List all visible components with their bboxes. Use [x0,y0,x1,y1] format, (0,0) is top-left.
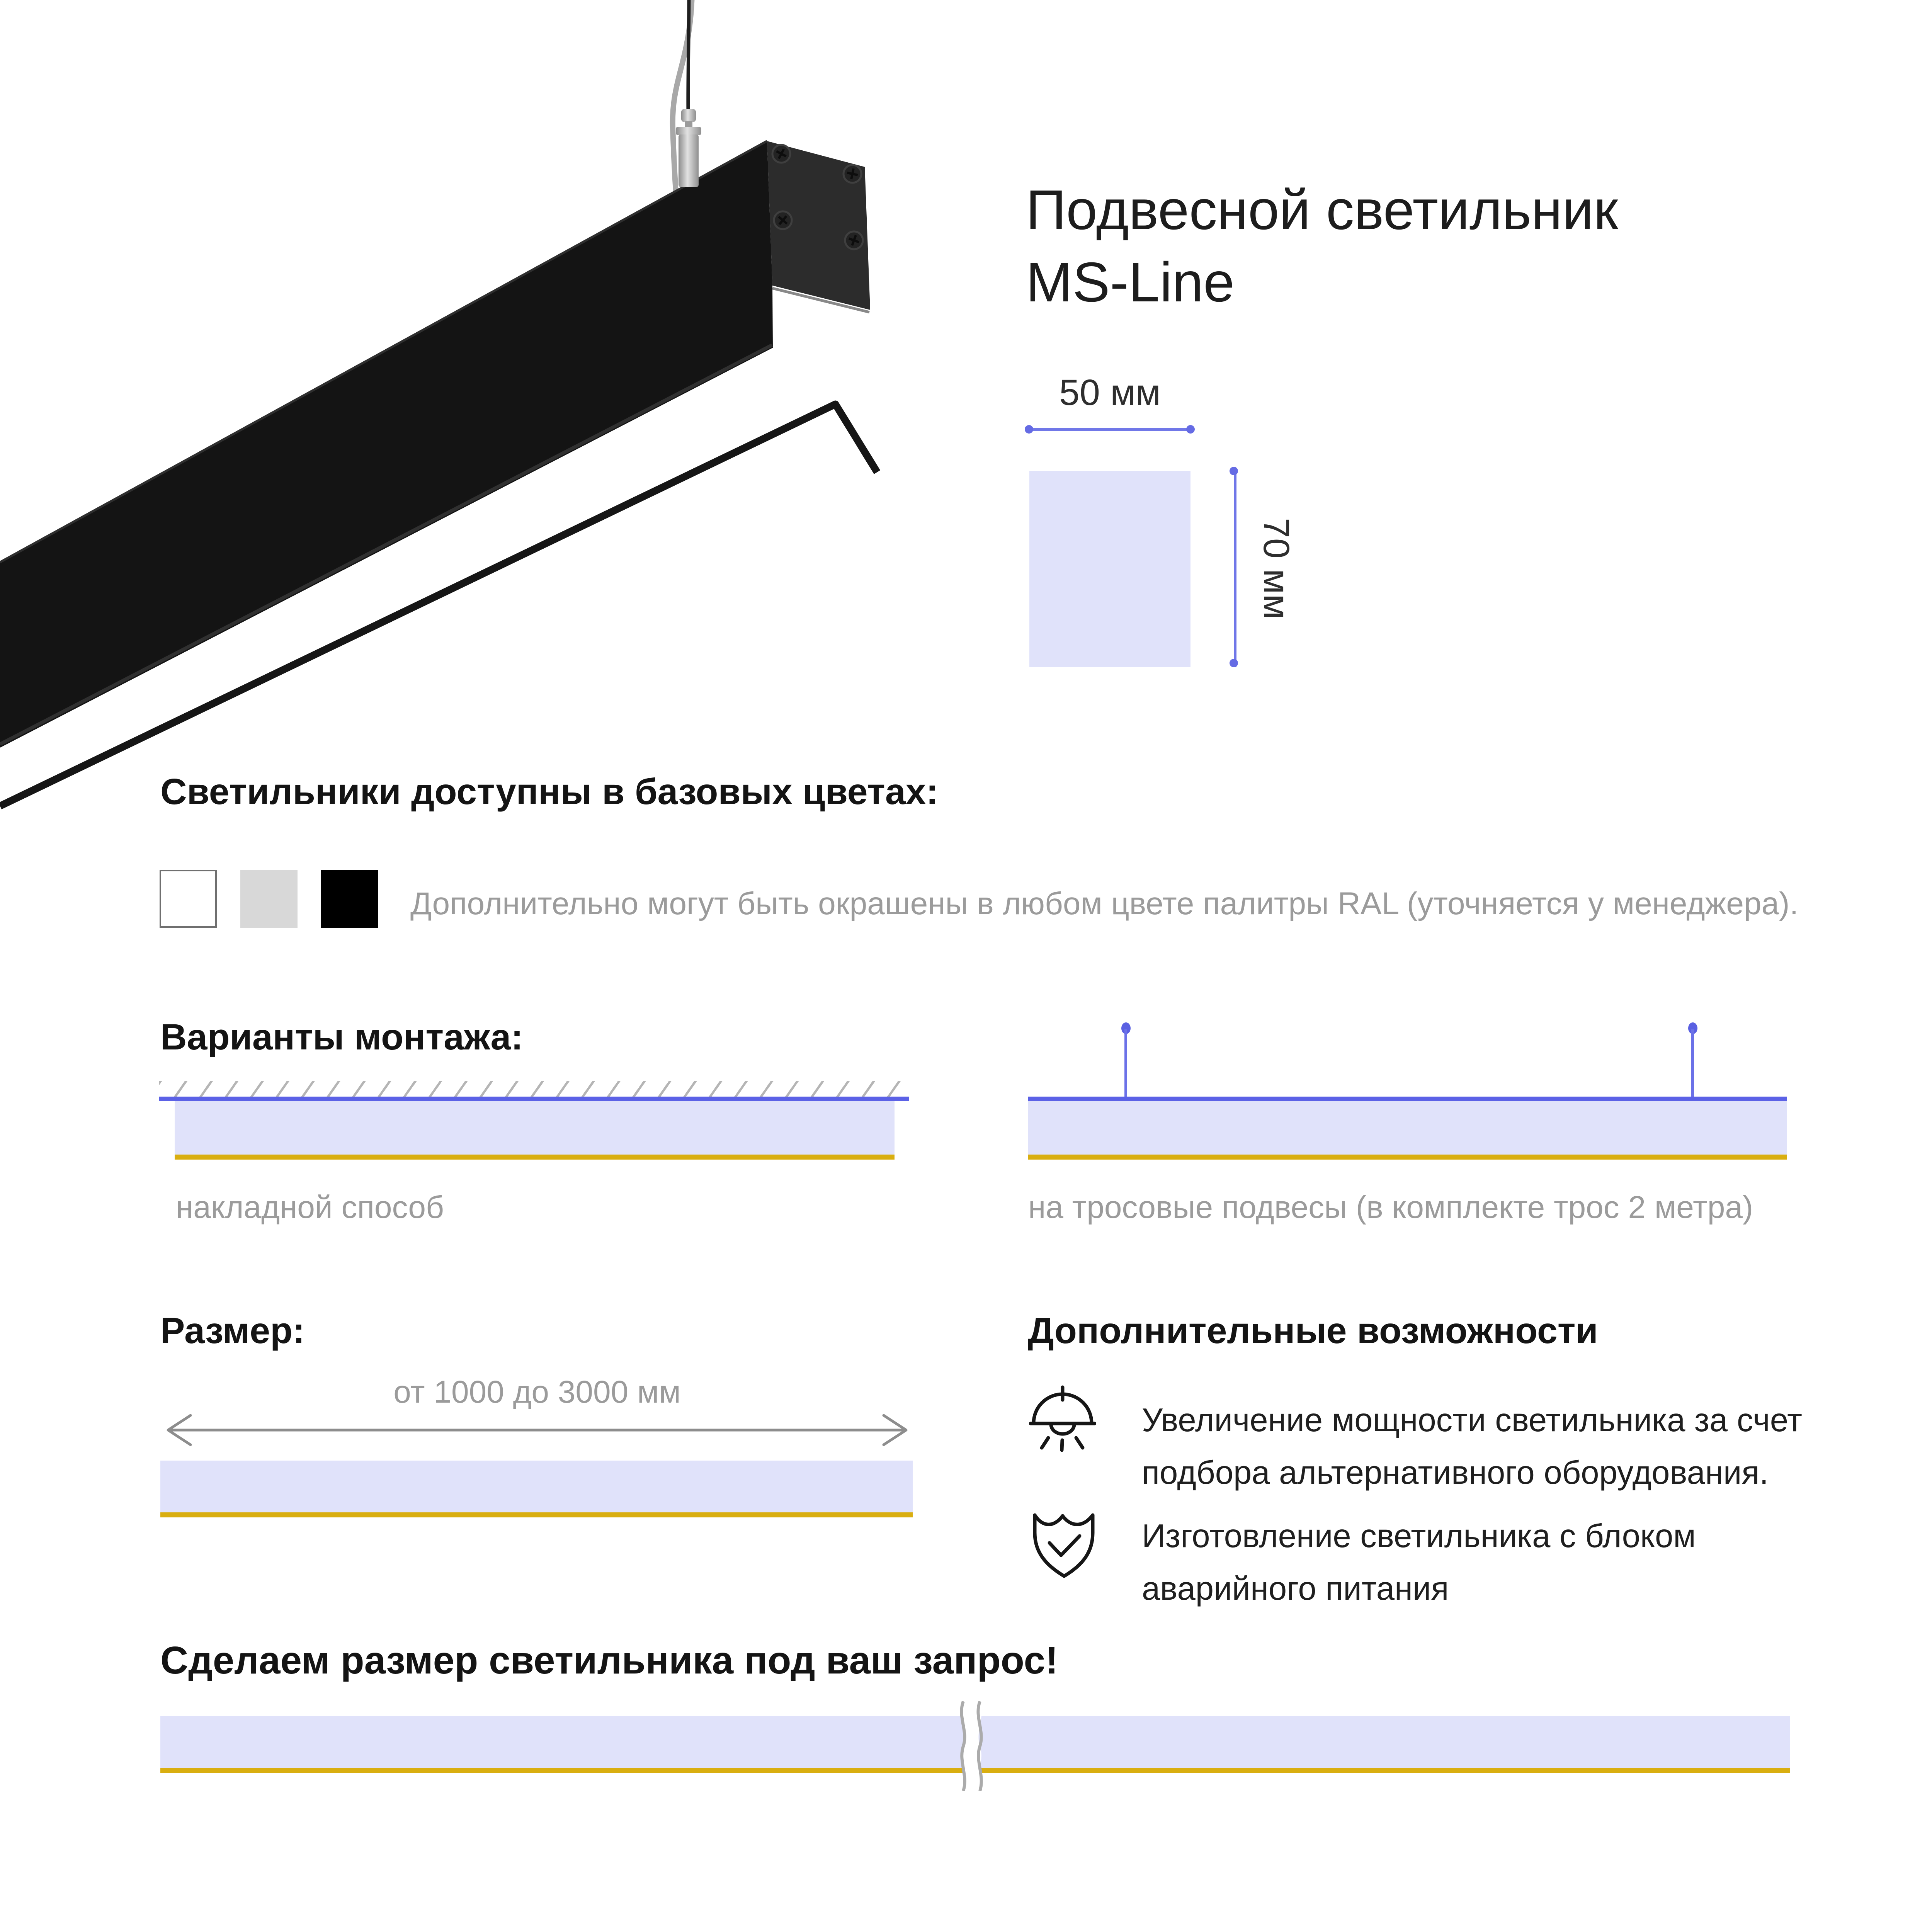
length-break-mark [946,1701,996,1791]
color-swatch-black [321,870,378,928]
shield-check-icon [1032,1504,1097,1579]
cross-section-width-label: 50 мм [1059,372,1161,413]
dimension-dot [1230,467,1238,475]
ral-note: Дополнительно могут быть окрашены в любом цвете палитры RAL (уточняется у менеджера). [410,886,1799,921]
suspended-mount-fixture-bar [1028,1097,1787,1160]
suspension-wire [1124,1029,1127,1097]
colors-heading: Светильники доступны в базовых цветах: [160,771,939,812]
suspended-mount-caption: на тросовые подвесы (в комплекте трос 2 метра) [1028,1190,1753,1225]
dimension-dot [1230,659,1238,667]
width-dimension-line [1029,428,1190,431]
height-dimension-line [1234,471,1236,667]
power-cord-icon [688,0,689,114]
color-swatch-white [160,870,217,928]
page-title-line2: MS-Line [1026,251,1235,313]
product-photo-pendant-light [0,0,927,850]
custom-size-heading: Сделаем размер светильника под ваш запрос! [160,1639,1058,1682]
size-fixture-bar [160,1461,913,1517]
suspension-wire [1691,1029,1694,1097]
size-range-label: от 1000 до 3000 мм [393,1374,681,1410]
page-title [1026,174,1876,318]
ceiling-hatch [159,1081,909,1097]
ceiling-line [159,1097,909,1101]
surface-mount-fixture-bar [175,1101,895,1160]
color-swatch-gray [240,870,298,928]
mounting-heading: Варианты монтажа: [160,1017,523,1058]
size-heading: Размер: [160,1310,305,1351]
size-range-arrow-icon [160,1412,914,1448]
surface-mount-caption: накладной способ [176,1190,444,1225]
feature-text: Изготовление светильника с блоком аварийного питания [1142,1518,1696,1607]
page-title-line1: Подвесной светильник [1026,179,1618,241]
cable-gripper-icon [676,109,701,187]
profile-cross-section [1029,471,1190,667]
pendant-lamp-icon [1029,1385,1096,1467]
dimension-dot [1025,425,1033,434]
features-heading: Дополнительные возможности [1028,1310,1598,1351]
dimension-dot [1186,425,1195,434]
cross-section-height-label: 70 мм [1256,518,1297,619]
feature-text: Увеличение мощности светильника за счет подбора альтернативного оборудования. [1142,1402,1803,1491]
